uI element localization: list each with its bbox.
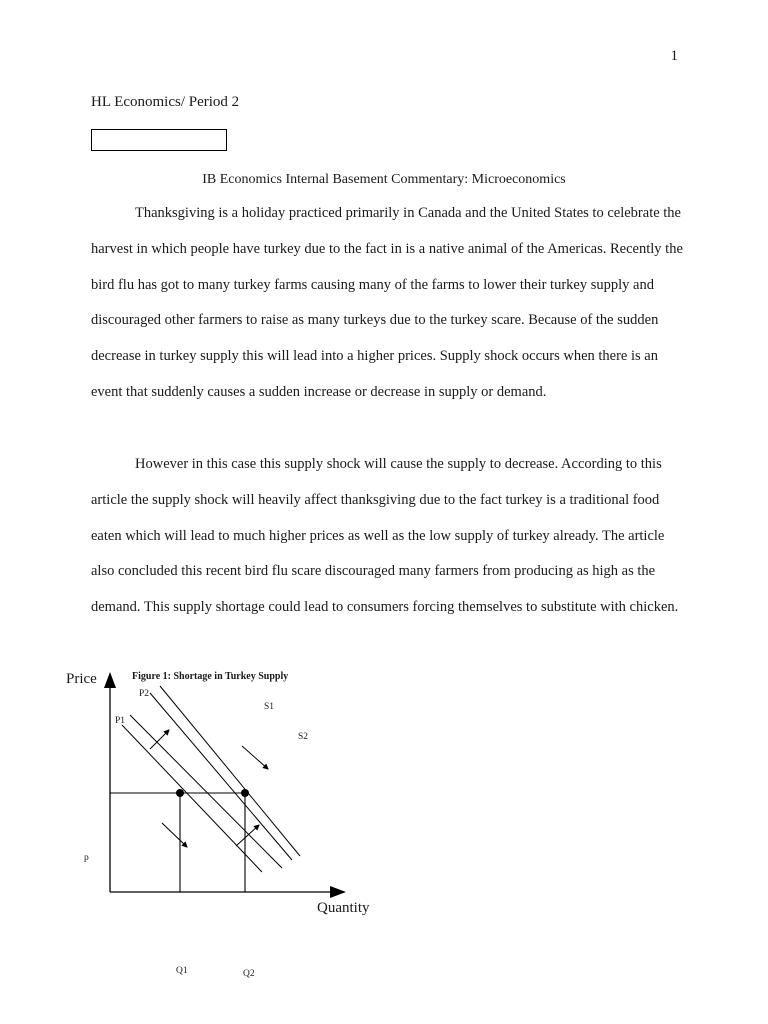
shift-arrow-3: [162, 823, 187, 847]
y-axis-title: Price: [66, 671, 97, 687]
equilibrium-point-1: [176, 789, 184, 797]
shift-arrow-1: [150, 730, 169, 749]
y-axis: [104, 672, 116, 892]
paragraph-supply-shock: However in this case this supply shock will cause the supply to decrease. According to this article the supply shock will heavily affect thanksgiving due to the fact turkey is a traditional food eaten which will lead to much higher prices as well as the low supply of turkey already. The article also concluded this recent bird flu scare discouraged many farmers from producing as high as the demand. This supply shortage could lead to consumers forcing themselves to substitute with chicken.: [91, 456, 679, 616]
x-axis-title: Quantity: [317, 900, 370, 916]
label-p: p: [84, 853, 89, 863]
course-period-line: HL Economics/ Period 2: [91, 94, 240, 110]
shift-arrow-4: [236, 825, 259, 846]
shift-arrow-2: [242, 746, 268, 769]
label-s2: S2: [298, 732, 309, 742]
document-title: IB Economics Internal Basement Commentary: Microeconomics: [202, 172, 566, 187]
label-s1: S1: [264, 702, 275, 712]
label-p2: P2: [139, 689, 150, 699]
name-field-box: [91, 129, 227, 151]
paragraph-thanksgiving: Thanksgiving is a holiday practiced primarily in Canada and the United States to celebrate the harvest in which people have turkey due to the fact in is a native animal of the Americas. Recently the bird flu has got to many turkey farms causing many of the farms to lower their turkey supply and discouraged other farmers to raise as many turkeys due to the turkey scare. Because of the sudden decrease in turkey supply this will lead into a higher prices. Supply shock occurs when there is an event that suddenly causes a sudden increase or decrease in supply or demand.: [91, 205, 683, 400]
supply-shift-diagram: [0, 660, 768, 1024]
equilibrium-point-2: [241, 789, 249, 797]
label-p1: P1: [115, 716, 126, 726]
figure-caption: Figure 1: Shortage in Turkey Supply: [132, 671, 289, 682]
supply-shortage-figure: [0, 660, 768, 1024]
curve-line-1: [122, 725, 262, 872]
curve-line-2: [130, 715, 282, 868]
label-q2: Q2: [243, 969, 255, 979]
x-axis: [110, 886, 346, 898]
page-number: 1: [670, 48, 678, 64]
label-q1: Q1: [176, 966, 188, 976]
curve-line-4: [160, 686, 300, 856]
